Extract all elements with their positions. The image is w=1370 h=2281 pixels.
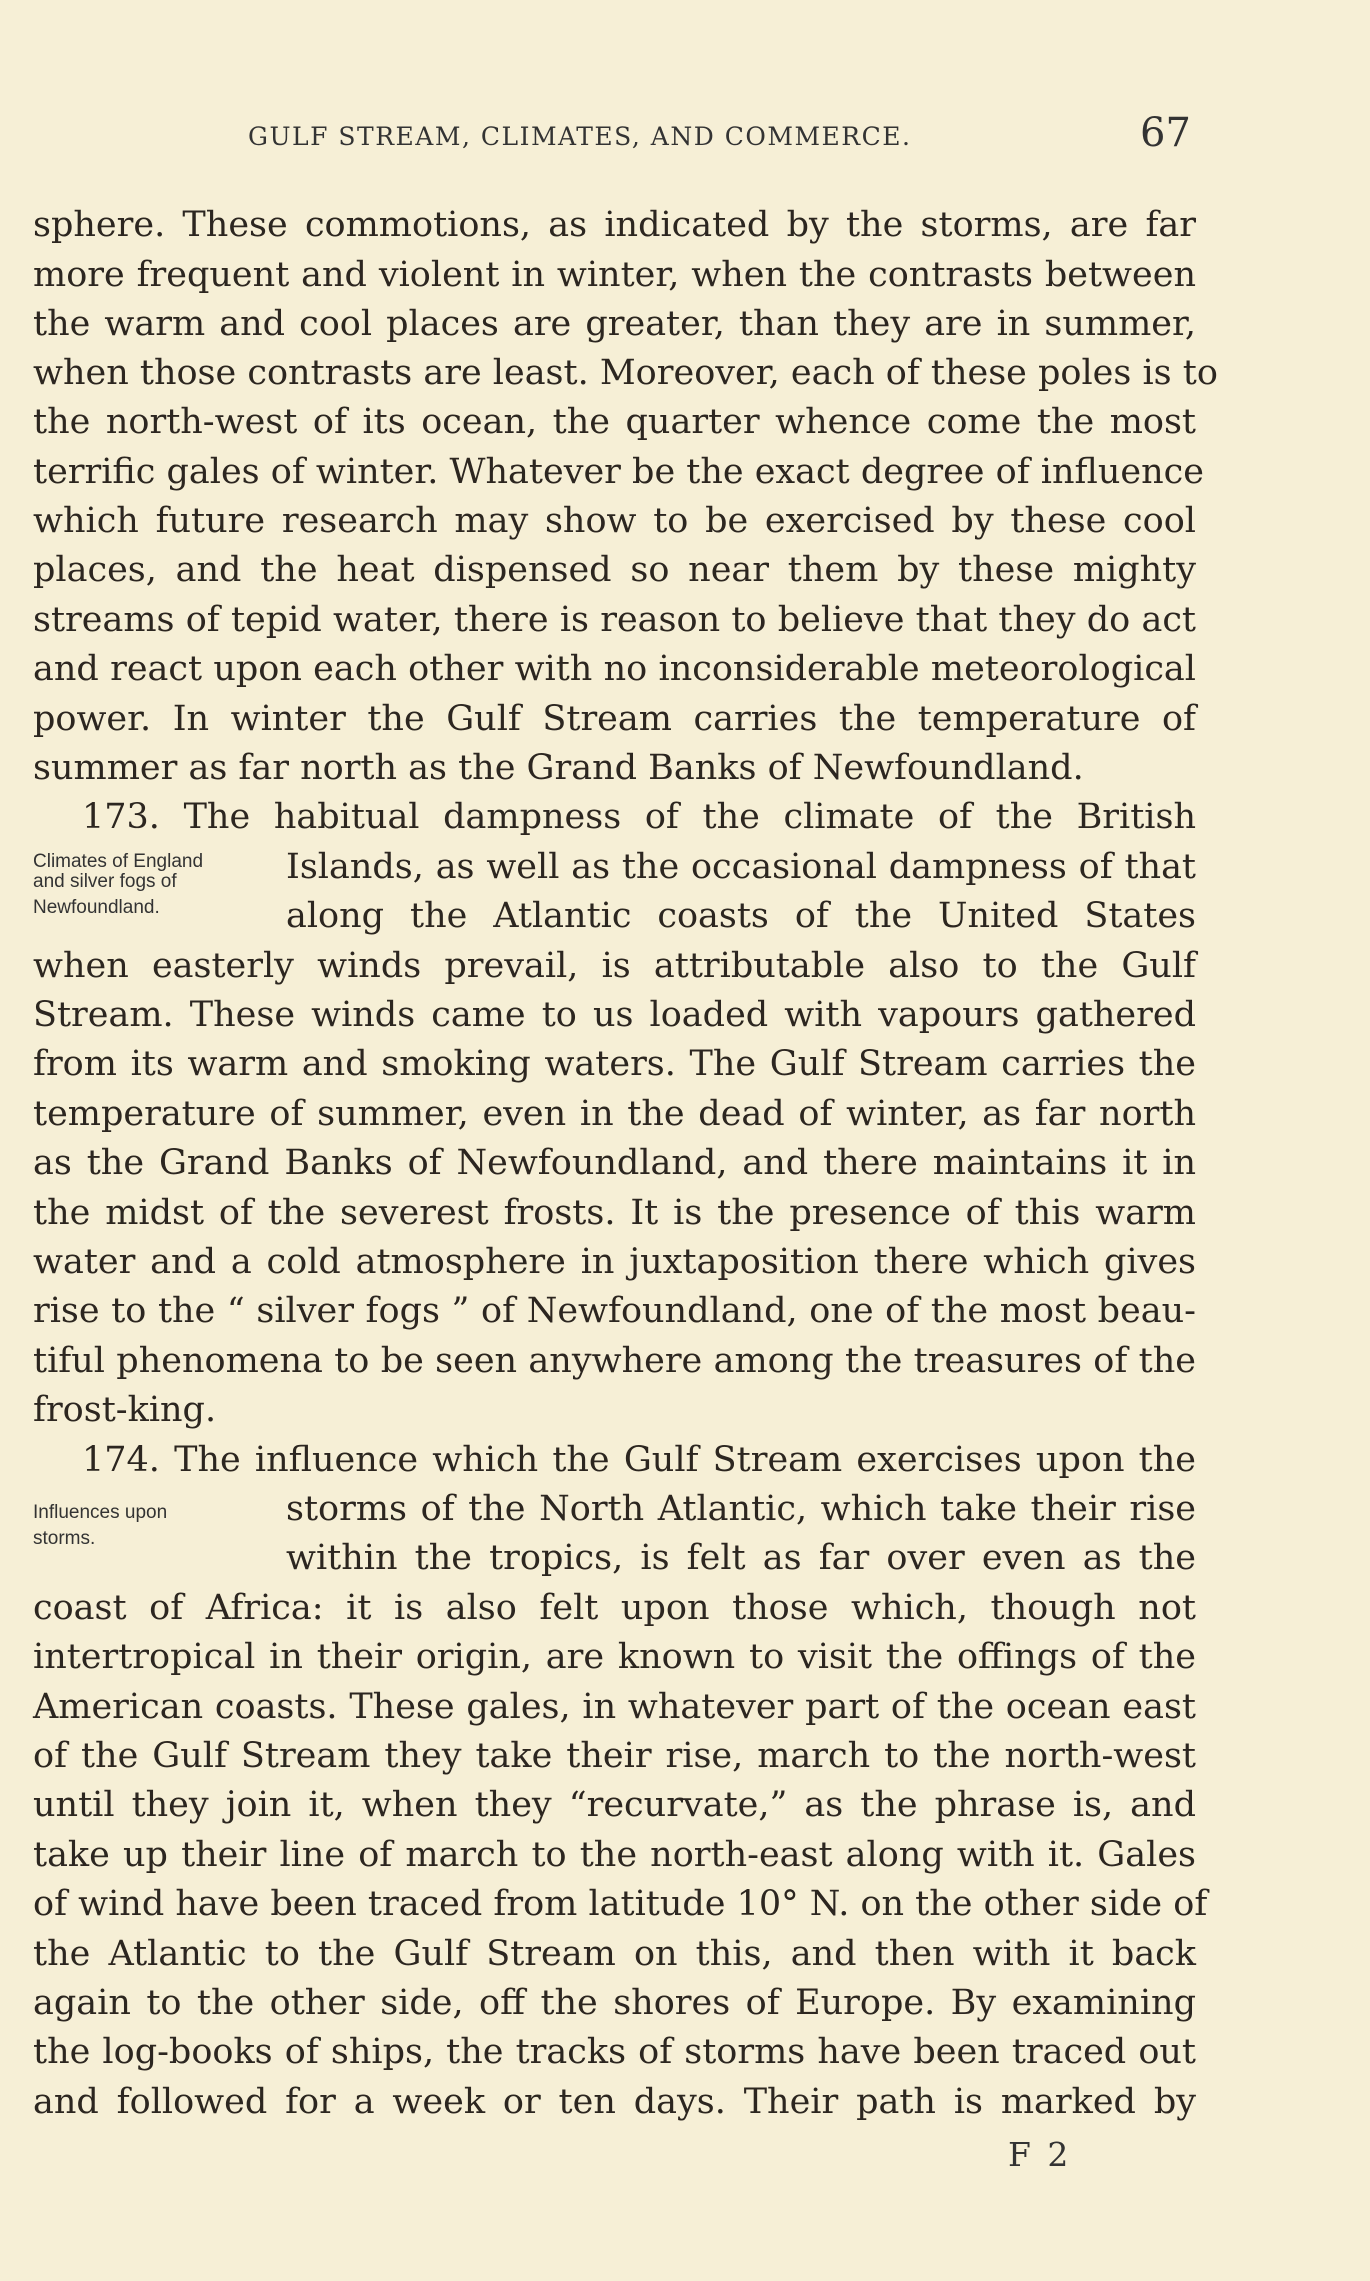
text-line: and followed for a week or ten days. Their path is marked by <box>33 2082 1196 2122</box>
text-line: tiful phenomena to be seen anywhere among the treasures of the <box>33 1341 1196 1381</box>
text-line: 173. The habitual dampness of the climate of the British <box>82 797 1196 837</box>
running-title: GULF STREAM, CLIMATES, AND COMMERCE. <box>248 122 912 151</box>
text-line: which future research may show to be exercised by these cool <box>33 501 1196 541</box>
text-line: Stream. These winds came to us loaded with vapours gathered <box>33 995 1196 1035</box>
marginal-note: storms. <box>33 1528 96 1549</box>
text-line: American coasts. These gales, in whatever part of the ocean east <box>33 1687 1196 1727</box>
text-line: until they join it, when they “recurvate,” as the phrase is, and <box>33 1785 1196 1825</box>
marginal-note: Influences upon <box>33 1502 168 1523</box>
page-number: 67 <box>1140 110 1191 156</box>
text-line: water and a cold atmosphere in juxtaposition there which gives <box>33 1242 1196 1282</box>
text-line: places, and the heat dispensed so near them by these mighty <box>33 550 1196 590</box>
text-line: rise to the “ silver fogs ” of Newfoundland, one of the most beau- <box>33 1291 1196 1331</box>
text-line: the north-west of its ocean, the quarter whence come the most <box>33 402 1196 442</box>
text-line: when easterly winds prevail, is attributable also to the Gulf <box>33 946 1196 986</box>
text-line: within the tropics, is felt as far over even as the <box>286 1538 1196 1578</box>
text-line: temperature of summer, even in the dead of winter, as far north <box>33 1094 1196 1134</box>
text-line: as the Grand Banks of Newfoundland, and there maintains it in <box>33 1143 1196 1183</box>
text-line: the Atlantic to the Gulf Stream on this, and then with it back <box>33 1934 1196 1974</box>
text-line: along the Atlantic coasts of the United States <box>286 896 1196 936</box>
marginal-note: Climates of England <box>33 851 204 872</box>
text-line: intertropical in their origin, are known to visit the offings of the <box>33 1637 1196 1677</box>
text-line: streams of tepid water, there is reason to believe that they do act <box>33 600 1196 640</box>
text-line: summer as far north as the Grand Banks of Newfoundland. <box>33 748 1084 788</box>
text-line: when those contrasts are least. Moreover, each of these poles is to <box>33 353 1218 393</box>
text-line: 174. The influence which the Gulf Stream exercises upon the <box>82 1440 1196 1480</box>
text-line: and react upon each other with no inconsiderable meteorological <box>33 649 1196 689</box>
text-line: the midst of the severest frosts. It is the presence of this warm <box>33 1193 1196 1233</box>
text-line: of wind have been traced from latitude 10° N. on the other side of <box>33 1884 1208 1924</box>
text-line: from its warm and smoking waters. The Gulf Stream carries the <box>33 1044 1196 1084</box>
text-line: again to the other side, off the shores of Europe. By examining <box>33 1983 1196 2023</box>
marginal-note: and silver fogs of <box>33 871 177 892</box>
text-line: the log-books of ships, the tracks of storms have been traced out <box>33 2032 1196 2072</box>
text-line: Islands, as well as the occasional dampness of that <box>286 847 1196 887</box>
text-line: sphere. These commotions, as indicated by the storms, are far <box>33 205 1196 245</box>
text-line: of the Gulf Stream they take their rise, march to the north-west <box>33 1736 1196 1776</box>
marginal-note: Newfoundland. <box>33 897 160 918</box>
text-line: storms of the North Atlantic, which take their rise <box>286 1489 1196 1529</box>
text-line: coast of Africa: it is also felt upon those which, though not <box>33 1588 1196 1628</box>
text-line: take up their line of march to the north-east along with it. Gales <box>33 1835 1196 1875</box>
text-line: power. In winter the Gulf Stream carries the temperature of <box>33 699 1196 739</box>
text-line: the warm and cool places are greater, than they are in summer, <box>33 304 1196 344</box>
signature-mark: F 2 <box>1008 2135 1072 2174</box>
text-line: more frequent and violent in winter, when the contrasts between <box>33 255 1196 295</box>
text-line: frost-king. <box>33 1390 217 1430</box>
text-line: terrific gales of winter. Whatever be the exact degree of influence <box>33 452 1204 492</box>
